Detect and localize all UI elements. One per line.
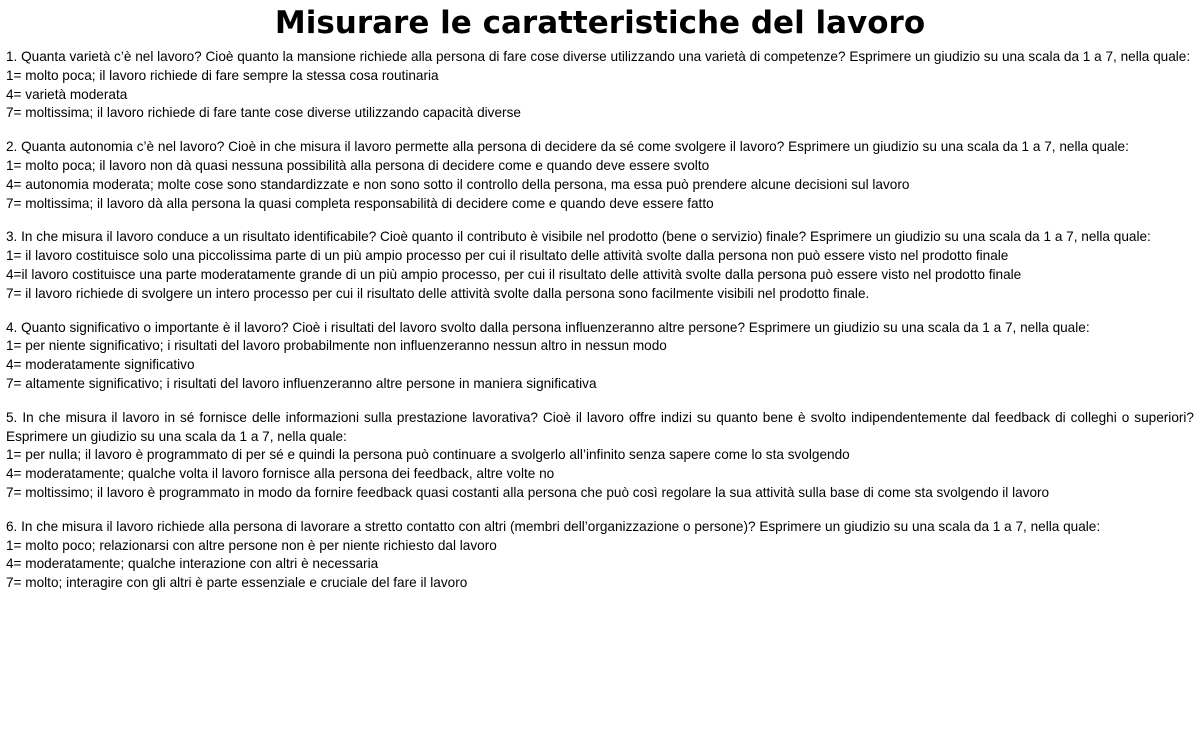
question-prompt: 4. Quanto significativo o importante è il lavoro? Cioè i risultati del lavoro svolto dalla persona influenzeranno altre persone? Esprimere un giudizio su una scala da 1 a 7, nella quale: [6, 319, 1090, 335]
question-1 [6, 48, 1194, 123]
scale-item-1: 1= molto poca; il lavoro richiede di fare sempre la stessa cosa routinaria [6, 67, 439, 83]
question-list [6, 48, 1194, 593]
scale-item-7: 7= moltissimo; il lavoro è programmato in modo da fornire feedback quasi costanti alla persona che può così regolare la sua attività sulla base di come sta svolgendo il lavoro [6, 484, 1050, 500]
question-prompt: 6. In che misura il lavoro richiede alla persona di lavorare a stretto contatto con altri (membri dell’organizzazione o persone)? Esprimere un giudizio su una scala da 1 a 7, nella quale: [6, 518, 1101, 534]
scale-item-7: 7= altamente significativo; i risultati del lavoro influenzeranno altre persone in maniera significativa [6, 375, 597, 391]
scale-item-7: 7= il lavoro richiede di svolgere un intero processo per cui il risultato delle attività svolte dalla persona sono facilmente visibili nel prodotto finale. [6, 285, 870, 301]
question-prompt: 5. In che misura il lavoro in sé fornisce delle informazioni sulla prestazione lavorativa? Cioè il lavoro offre indizi su quanto bene è svolto indipendentemente dal feedback di colleghi o superiori? Esprimere un giudizio su una scala da 1 a 7, nella quale: [6, 409, 1194, 444]
question-6 [6, 518, 1194, 593]
scale-item-4: 4= moderatamente; qualche volta il lavoro fornisce alla persona dei feedback, altre volte no [6, 466, 555, 482]
scale-item-1: 1= per nulla; il lavoro è programmato di per sé e quindi la persona può continuare a svolgerlo all’infinito senza sapere come lo sta svolgendo [6, 447, 850, 463]
question-5 [6, 409, 1194, 503]
scale-item-7: 7= molto; interagire con gli altri è parte essenziale e cruciale del fare il lavoro [6, 575, 468, 591]
question-prompt: 1. Quanta varietà c’è nel lavoro? Cioè quanto la mansione richiede alla persona di fare cose diverse utilizzando una varietà di competenze? Esprimere un giudizio su una scala da 1 a 7, nella quale: [6, 49, 1191, 64]
scale-item-1: 1= per niente significativo; i risultati del lavoro probabilmente non influenzeranno nessun altro in nessun modo [6, 338, 667, 354]
scale-item-1: 1= molto poco; relazionarsi con altre persone non è per niente richiesto dal lavoro [6, 537, 497, 553]
page-title: Misurare le caratteristiche del lavoro [274, 5, 926, 41]
question-3 [6, 228, 1194, 303]
scale-item-7: 7= moltissima; il lavoro dà alla persona la quasi completa responsabilità di decidere come e quando deve essere fatto [6, 195, 714, 211]
scale-item-7: 7= moltissima; il lavoro richiede di fare tante cose diverse utilizzando capacità diverse [6, 105, 521, 121]
scale-item-1: 1= molto poca; il lavoro non dà quasi nessuna possibilità alla persona di decidere come e quando deve essere svolto [6, 157, 710, 173]
question-2 [6, 138, 1194, 213]
scale-item-4: 4= varietà moderata [6, 86, 128, 102]
scale-item-4: 4=il lavoro costituisce una parte moderatamente grande di un più ampio processo, per cui il risultato delle attività svolte dalla persona può essere visto nel prodotto finale [6, 266, 1022, 282]
question-4 [6, 319, 1194, 394]
scale-item-4: 4= moderatamente significativo [6, 357, 195, 373]
scale-item-4: 4= moderatamente; qualche interazione con altri è necessaria [6, 556, 379, 572]
question-prompt: 3. In che misura il lavoro conduce a un risultato identificabile? Cioè quanto il contributo è visibile nel prodotto (bene o servizio) finale? Esprimere un giudizio su una scala da 1 a 7, nella quale: [6, 229, 1151, 245]
question-prompt: 2. Quanta autonomia c’è nel lavoro? Cioè in che misura il lavoro permette alla persona di decidere da sé come svolgere il lavoro? Esprimere un giudizio su una scala da 1 a 7, nella quale: [6, 139, 1129, 155]
scale-item-4: 4= autonomia moderata; molte cose sono standardizzate e non sono sotto il controllo della persona, ma essa può prendere alcune decisioni sul lavoro [6, 176, 910, 192]
scale-item-1: 1= il lavoro costituisce solo una piccolissima parte di un più ampio processo per cui il risultato delle attività svolte dalla persona non può essere visto nel prodotto finale [6, 248, 1009, 264]
